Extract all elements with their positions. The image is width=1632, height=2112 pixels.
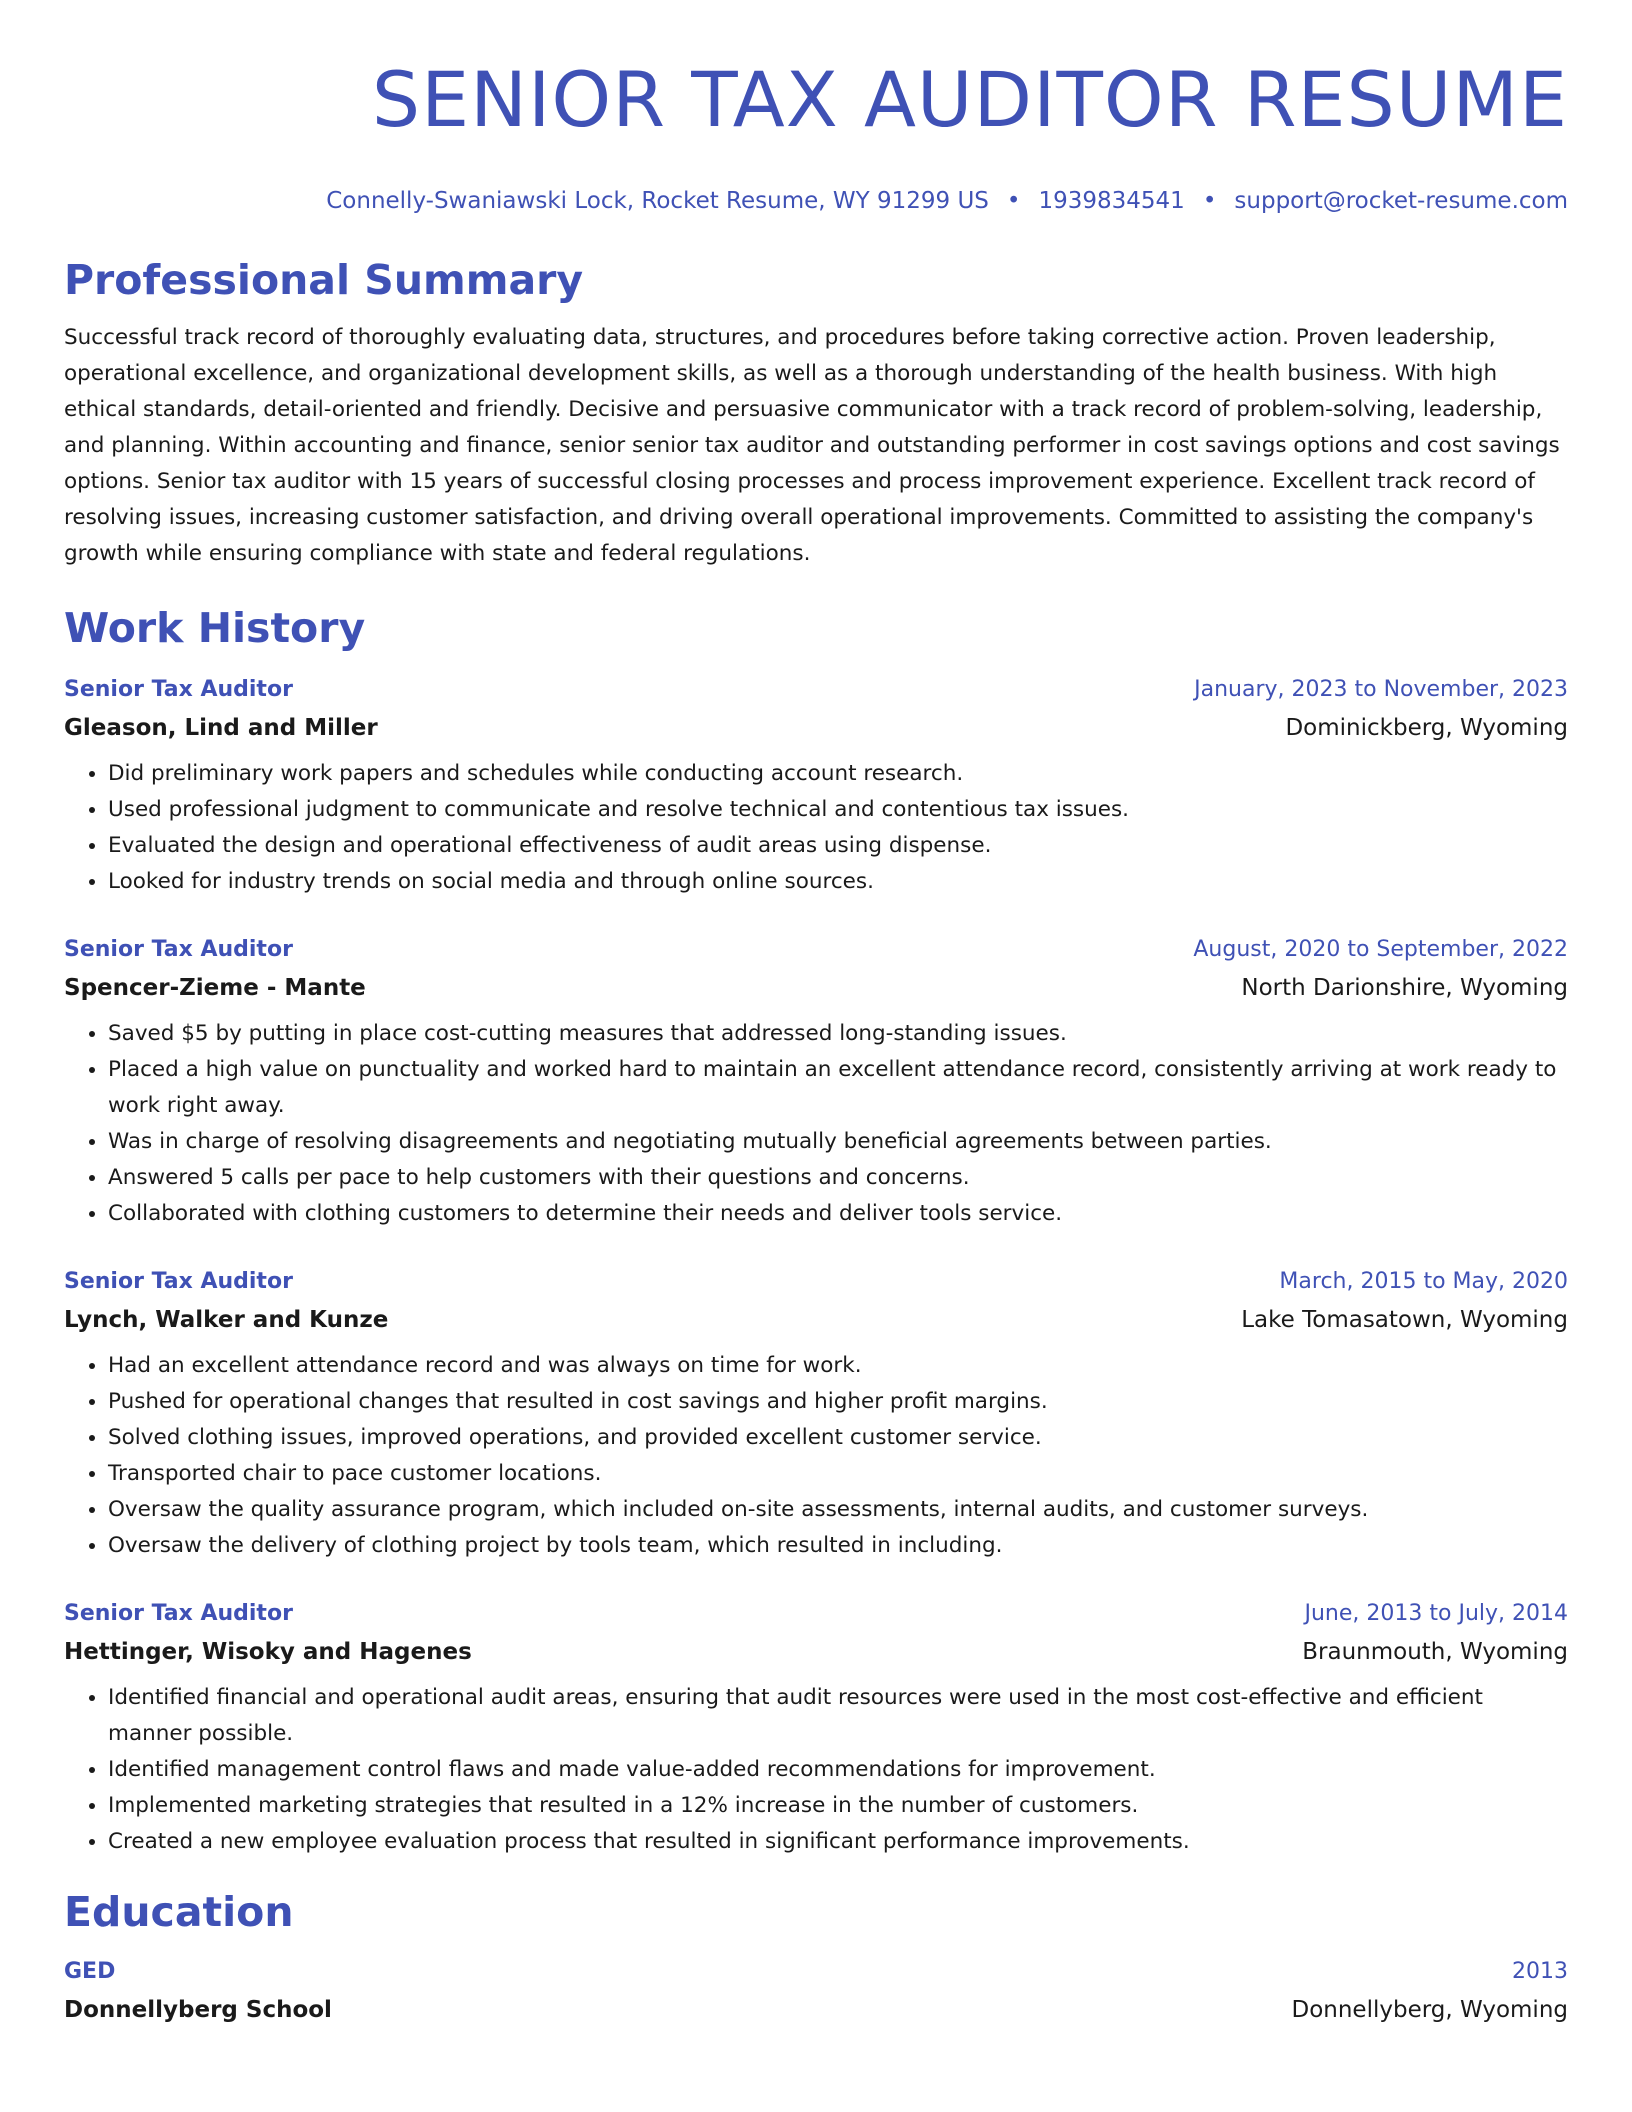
bullet-item: • Identified management control flaws and made value-added recommendations for improvement. <box>108 1752 1568 1788</box>
education-year: 2013 <box>1512 1959 1568 1984</box>
education-location: Donnellyberg, Wyoming <box>1291 1997 1568 2023</box>
job-dates: March, 2015 to May, 2020 <box>1279 1269 1568 1294</box>
job-entry <box>64 672 1568 900</box>
job-dates: June, 2013 to July, 2014 <box>1304 1601 1568 1626</box>
education-header-row <box>64 1954 1568 1990</box>
job-dates: January, 2023 to November, 2023 <box>1194 677 1568 702</box>
work-history-heading: Work History <box>64 604 366 652</box>
summary-heading: Professional Summary <box>64 256 584 304</box>
job-company-row <box>64 1632 1568 1672</box>
contact-line <box>64 186 1568 216</box>
job-title: Senior Tax Auditor <box>64 1269 293 1294</box>
page-title: SENIOR TAX AUDITOR RESUME <box>371 55 1568 144</box>
job-entry <box>64 1596 1568 1860</box>
job-entry <box>64 932 1568 1232</box>
phone-text: 1939834541 <box>1038 188 1185 214</box>
education-degree: GED <box>64 1959 116 1984</box>
job-company: Hettinger, Wisoky and Hagenes <box>64 1639 472 1665</box>
bullet-item: • Oversaw the quality assurance program, which included on-site assessments, internal audits, and customer surveys. <box>108 1492 1568 1528</box>
job-entry <box>64 1264 1568 1564</box>
bullet-item: • Oversaw the delivery of clothing project by tools team, which resulted in including. <box>108 1528 1568 1564</box>
summary-text: Successful track record of thoroughly evaluating data, structures, and procedures before taking corrective action. Proven leadership, operational excellence, and organizational development skills, as well as a thorough understanding of the health business. With high ethical standards, detail-oriented and friendly. Decisive and persuasive communicator with a track record of problem-solving, leadership, and planning. Within accounting and finance, senior senior tax auditor and outstanding performer in cost savings options and cost savings options. Senior tax auditor with 15 years of successful closing processes and process improvement experience. Excellent track record of resolving issues, increasing customer satisfaction, and driving overall operational improvements. Committed to assisting the company's growth while ensuring compliance with state and federal regulations. <box>64 325 1560 566</box>
job-header-row <box>64 672 1568 708</box>
education-entry <box>64 1954 1568 2030</box>
bullet-item: • Used professional judgment to communicate and resolve technical and contentious tax issues. <box>108 792 1568 828</box>
bullet-item: • Had an excellent attendance record and was always on time for work. <box>108 1348 1568 1384</box>
bullet-item: • Solved clothing issues, improved operations, and provided excellent customer service. <box>108 1420 1568 1456</box>
job-company-row <box>64 708 1568 748</box>
address-text: Connelly-Swaniawski Lock, Rocket Resume, WY 91299 US <box>326 188 989 214</box>
job-bullets <box>64 1680 1568 1860</box>
job-bullets <box>64 1348 1568 1564</box>
email-link[interactable]: support@rocket-resume.com <box>1234 188 1568 214</box>
bullet-item: • Answered 5 calls per pace to help customers with their questions and concerns. <box>108 1160 1568 1196</box>
job-header-row <box>64 1264 1568 1300</box>
job-header-row <box>64 1596 1568 1632</box>
bullet-item: • Pushed for operational changes that resulted in cost savings and higher profit margins. <box>108 1384 1568 1420</box>
bullet-item: • Did preliminary work papers and schedules while conducting account research. <box>108 756 1568 792</box>
job-bullets <box>64 756 1568 900</box>
job-location: Lake Tomasatown, Wyoming <box>1241 1307 1568 1333</box>
bullet-item: • Placed a high value on punctuality and worked hard to maintain an excellent attendance record, consistently arriving at work ready to work right away. <box>108 1052 1568 1124</box>
job-title: Senior Tax Auditor <box>64 937 293 962</box>
job-company: Gleason, Lind and Miller <box>64 715 378 741</box>
bullet-item: • Implemented marketing strategies that resulted in a 12% increase in the number of customers. <box>108 1788 1568 1824</box>
job-title: Senior Tax Auditor <box>64 677 293 702</box>
job-company-row <box>64 968 1568 1008</box>
bullet-item: • Was in charge of resolving disagreements and negotiating mutually beneficial agreements between parties. <box>108 1124 1568 1160</box>
bullet-item: • Identified financial and operational audit areas, ensuring that audit resources were used in the most cost-effective and efficient manner possible. <box>108 1680 1568 1752</box>
job-company: Lynch, Walker and Kunze <box>64 1307 389 1333</box>
contact-separator: • <box>1006 188 1021 214</box>
education-school: Donnellyberg School <box>64 1997 332 2023</box>
job-location: Dominickberg, Wyoming <box>1285 715 1568 741</box>
job-company: Spencer-Zieme - Mante <box>64 975 366 1001</box>
job-bullets <box>64 1016 1568 1232</box>
education-school-row <box>64 1990 1568 2030</box>
job-title: Senior Tax Auditor <box>64 1601 293 1626</box>
job-location: Braunmouth, Wyoming <box>1302 1639 1568 1665</box>
job-header-row <box>64 932 1568 968</box>
job-dates: August, 2020 to September, 2022 <box>1193 937 1568 962</box>
education-heading: Education <box>64 1888 294 1936</box>
bullet-item: • Saved $5 by putting in place cost-cutting measures that addressed long-standing issues. <box>108 1016 1568 1052</box>
contact-separator: • <box>1202 188 1217 214</box>
job-location: North Darionshire, Wyoming <box>1241 975 1568 1001</box>
bullet-item: • Collaborated with clothing customers to determine their needs and deliver tools service. <box>108 1196 1568 1232</box>
job-company-row <box>64 1300 1568 1340</box>
bullet-item: • Looked for industry trends on social media and through online sources. <box>108 864 1568 900</box>
bullet-item: • Transported chair to pace customer locations. <box>108 1456 1568 1492</box>
bullet-item: • Created a new employee evaluation process that resulted in significant performance improvements. <box>108 1824 1568 1860</box>
bullet-item: • Evaluated the design and operational effectiveness of audit areas using dispense. <box>108 828 1568 864</box>
resume-header <box>64 52 1568 216</box>
